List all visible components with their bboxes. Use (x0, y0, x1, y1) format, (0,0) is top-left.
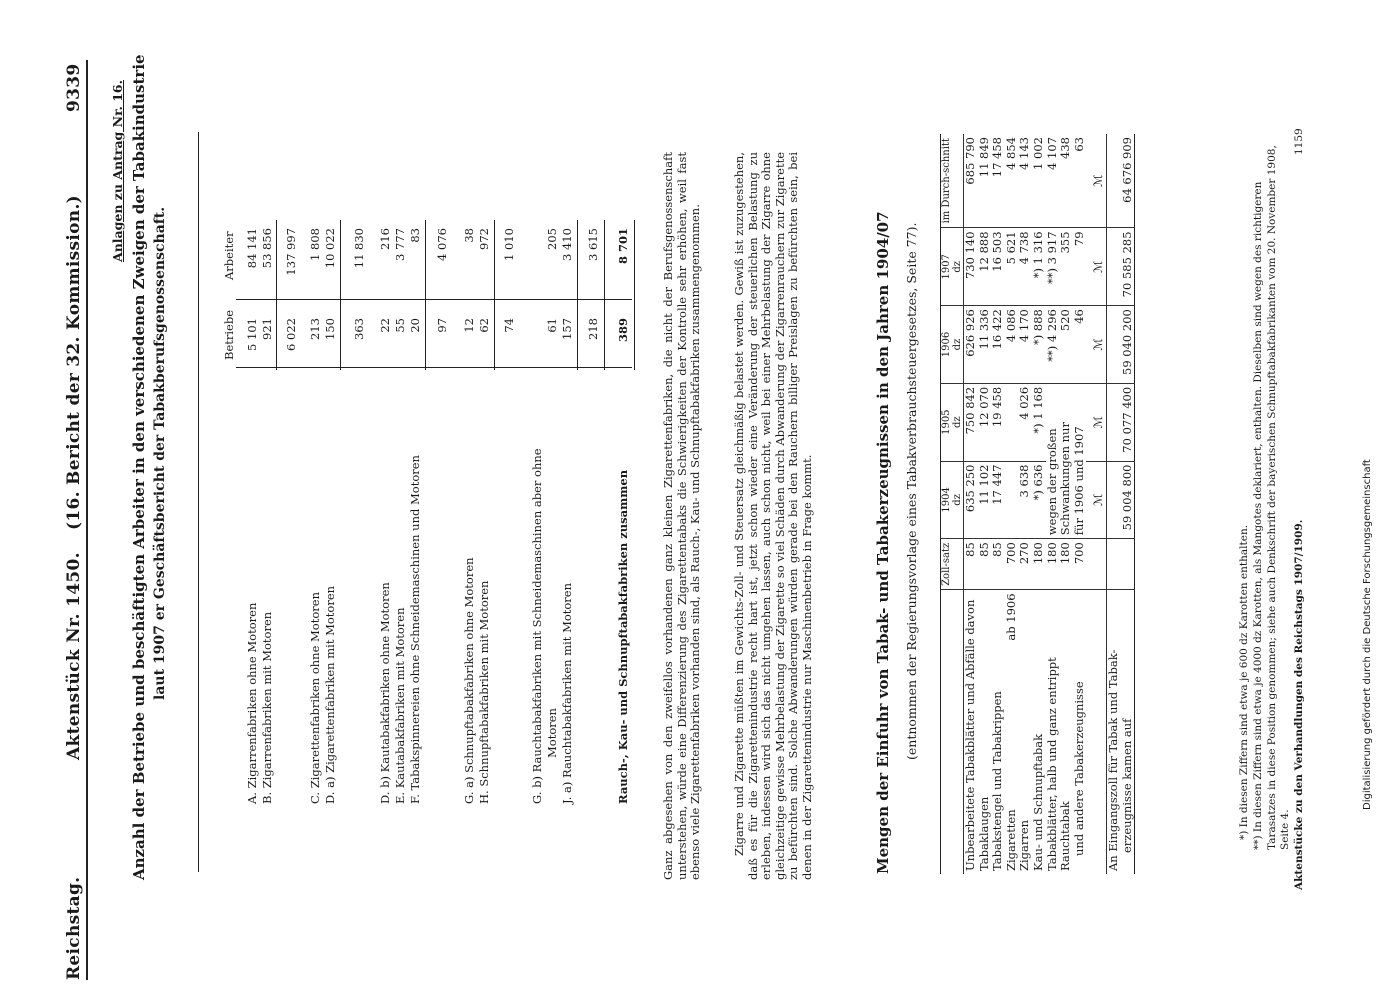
total-bottom-rule (634, 220, 635, 370)
import-cell-avg: 4 107 (1046, 134, 1060, 228)
sum-label-2: erzeugnisse kamen auf (1119, 718, 1134, 853)
subtotal-rule (577, 220, 578, 370)
sum-label-1: An Eingangszoll für Tabak und Tabak- (1105, 649, 1120, 871)
sum-avg: 64 676 909 (1106, 134, 1134, 228)
import-row-label-text: Rauchtabak (1058, 801, 1073, 871)
import-cell-v1905: 12 070 (978, 383, 992, 461)
import-cell-v1906: 4 170 (1018, 306, 1032, 384)
th-label (941, 590, 964, 874)
import-cell-v1906: 520 (1059, 306, 1073, 384)
watermark-text: Digitalisierung gefördert durch die Deutsche Forschungsgemeinschaft (1362, 459, 1373, 810)
import-cell-v1906: 4 086 (1005, 306, 1019, 384)
t1-arbeiter: 3 410 (560, 228, 574, 261)
mark-row (1086, 134, 1106, 874)
import-cell-v1906: **) 4 296 (1046, 306, 1060, 384)
import-row-label (1005, 590, 1019, 874)
t1-row-label: C. Zigarettenfabriken ohne Motoren (308, 592, 322, 804)
import-row-label (964, 590, 978, 874)
import-row-label (1046, 590, 1060, 874)
import-cell-v1904: 635 250 (964, 461, 978, 539)
mark-symbol-1904: ℳ (1086, 461, 1106, 539)
subtotal-rule (425, 220, 426, 370)
t1-subtotal-betriebe: 97 (435, 318, 449, 333)
import-cell-v1906: 626 926 (964, 306, 978, 384)
import-row-label-text: Zigarren (1017, 819, 1032, 871)
import-row-label (1073, 590, 1087, 874)
import-cell-v1906: 16 422 (991, 306, 1005, 384)
import-cell-avg: 438 (1059, 134, 1073, 228)
th-zollsatz: Zoll-satz (941, 539, 964, 590)
annex-title: Anlagen zu Antrag Nr. 16. (110, 80, 125, 262)
import-row-label (1018, 590, 1032, 874)
import-cell-v1907: 16 503 (991, 228, 1005, 306)
import-cell-v1905 (1005, 383, 1019, 461)
mark-symbol-1906: ℳ (1086, 306, 1106, 384)
t1-betriebe: 213 (308, 318, 322, 340)
t1-arbeiter: 53 856 (260, 228, 274, 269)
sum-v1904: 59 004 800 (1106, 461, 1134, 539)
import-cell-v1906: *) 888 (1032, 306, 1046, 384)
import-cell-v1904: 17 447 (991, 461, 1005, 539)
th-1904: 1904 dz (941, 461, 964, 539)
import-row (1032, 134, 1046, 874)
t1-vrule (236, 299, 632, 300)
t1-arbeiter: 972 (477, 228, 491, 250)
import-cell-zoll: 180 (1046, 539, 1060, 590)
t1-betriebe: 5 101 (245, 318, 259, 351)
import-cell-zoll: 180 (1059, 539, 1073, 590)
import-cell-v1905: 19 458 (991, 383, 1005, 461)
import-cell-zoll: 85 (978, 539, 992, 590)
import-row (1059, 134, 1073, 874)
import-cell-v1907: **) 3 917 (1046, 228, 1060, 306)
import-cell-v1907: 5 621 (1005, 228, 1019, 306)
table1-title-1: Anzahl der Betriebe und beschäftigten Arbeiter in den verschiedenen Zweigen der Tabakindustrie (130, 54, 148, 880)
header-center: Aktenstück Nr. 1450. (64, 552, 84, 760)
t1-subtotal-betriebe: 6 022 (284, 318, 298, 351)
t1-betriebe: 150 (323, 318, 337, 340)
sum-v1905: 70 077 400 (1106, 383, 1134, 461)
import-cell-zoll: 85 (991, 539, 1005, 590)
th-1905: 1905 dz (941, 383, 964, 461)
footnote-2: **) In diesen Ziffern sind etwa je 4000 dz Karotten, als Mangotes deklariert, enthalten. Dieselben sind wegen des richtigeren Tarasatzes in diese Position genommen; siehe auch Denkschrift der bayerischen Schnupftabakfabrikanten vom 20. November 1908, Seite 4. (1252, 145, 1291, 850)
import-row-label-text: Tabakblätter, halb und ganz entrippt (1044, 657, 1059, 871)
th-1906: 1906 dz (941, 306, 964, 384)
total-rule (604, 220, 605, 370)
table1-title-2: laut 1907 er Geschäftsbericht der Tabakberufsgenossenschaft. (152, 206, 168, 700)
t1-betriebe: 61 (545, 318, 559, 333)
paragraph-2: Zigarre und Zigarette müßten im Gewichts-Zoll- und Steuersatz gleichmäßig belastet werden. Gewiß ist zuzugestehen, daß es für die Zigarettenindustrie recht hart ist, jetzt schon wieder eine Veränderung der steuerlichen Belastung zu erleben, indessen wird sich das nicht umgehen lassen, auch schon nicht, weil bei einer Mehrbelastung der Zigarre ohne gleichzeitige gewisse Mehrbelastung der Zigarette so viel Schäden durch Abwanderung der Zigarrenrauchern zur Zigarette zu befürchten sind. Solche Abwanderungen würden gerade bei den Rauchern billiger Preislagen zu befürchten sein, bei denen in der Zigarettenindustrie nur Maschinenbetrieb in Frage kommt. (732, 152, 814, 880)
t1-arbeiter: 3 777 (393, 228, 407, 261)
sum-v1907: 70 585 285 (1106, 228, 1134, 306)
t1-total-betriebe: 389 (616, 318, 630, 343)
t1-arbeiter: 216 (378, 228, 392, 250)
t1-betriebe: 20 (408, 318, 422, 333)
th-1907: 1907 dz (941, 228, 964, 306)
t1-subtotal-arbeiter: 11 830 (352, 228, 366, 269)
mark-symbol-1907: ℳ (1086, 228, 1106, 306)
import-row-label-text: und andere Tabakerzeugnisse (1071, 681, 1086, 856)
import-cell-v1905: 750 842 (964, 383, 978, 461)
paragraph-1: Ganz abgesehen von den zweifellos vorhandenen ganz kleinen Zigarettenfabriken, die nicht der Berufsgenossenschaft unterstehen, würde eine Differenzierung des Zigarettentabaks die Schwierigkeiten der Kontrolle sehr erhöhen, weil fast ebenso viele Zigarettenfabriken vorhanden sind, als Rauch-, Kau- und Schnupftabakfabriken zusammengenommen. (661, 152, 703, 880)
import-row-label (1059, 590, 1073, 874)
import-cell-v1904: *) 636 (1032, 461, 1046, 539)
table2-subtitle: (entnommen der Regierungsvorlage eines Tabakverbrauchsteuergesetzes, Seite 77). (904, 222, 919, 760)
import-cell-avg: 4 143 (1018, 134, 1032, 228)
import-row (978, 134, 992, 874)
import-row-label-text: Tabakstengel und Tabakrippen (990, 691, 1005, 871)
header-center-2: (16. Bericht der 32. Kommission.) (64, 194, 84, 530)
footer-page: 1159 (1293, 128, 1305, 155)
import-cell-avg: 4 854 (1005, 134, 1019, 228)
import-cell-v1907: 355 (1059, 228, 1073, 306)
dfg-watermark (1360, 0, 1382, 1000)
import-cell-avg: 11 849 (978, 134, 992, 228)
import-cell-zoll: 700 (1005, 539, 1019, 590)
import-cell-v1907: 4 738 (1018, 228, 1032, 306)
import-row-label-text: Kau- und Schnupftabak (1030, 733, 1045, 871)
import-cell-v1905: 4 026 (1018, 383, 1032, 461)
import-row (991, 134, 1005, 874)
subtotal-rule (276, 220, 277, 370)
t1-arbeiter: 10 022 (323, 228, 337, 269)
sum-v1906: 59 040 200 (1106, 306, 1134, 384)
import-row-label (978, 590, 992, 874)
import-cell-v1906: 46 (1073, 306, 1087, 384)
footnote-1: *) In diesen Ziffern sind etwa je 600 dz Karotten enthalten. (1238, 524, 1250, 840)
merged-note-line: für 1906 und 1907 (1073, 383, 1087, 538)
import-row-label (991, 590, 1005, 874)
t1-row-label: A. Zigarrenfabriken ohne Motoren (245, 602, 259, 804)
import-row-label (1032, 590, 1046, 874)
import-cell-v1907: *) 1 316 (1032, 228, 1046, 306)
t1-subtotal-arbeiter: 3 615 (586, 228, 600, 261)
import-cell-zoll: 700 (1073, 539, 1087, 590)
sum-row (1106, 134, 1134, 874)
col-betriebe-header: Betriebe (222, 309, 236, 360)
merged-note-line: Schwankungen nur (1059, 383, 1073, 538)
th-average: im Durch-schnitt (941, 134, 964, 228)
t1-row-label-2: Motoren (545, 708, 559, 758)
t1-vrule (236, 367, 632, 368)
header-rule (86, 60, 88, 980)
mark-symbol-avg: ℳ (1086, 134, 1106, 228)
merged-note-line: wegen der großen (1046, 383, 1060, 538)
t1-betriebe: 12 (462, 318, 476, 333)
t1-total-label: Rauch-, Kau- und Schnupftabakfabriken zusammen (616, 469, 630, 804)
col-arbeiter-header: Arbeiter (222, 231, 236, 280)
t1-betriebe: 55 (393, 318, 407, 333)
t1-arbeiter: 38 (462, 228, 476, 243)
t1-betriebe: 921 (260, 318, 274, 340)
t1-arbeiter: 84 141 (245, 228, 259, 269)
import-row (1005, 134, 1019, 874)
import-cell-avg: 63 (1073, 134, 1087, 228)
import-cell-zoll: 180 (1032, 539, 1046, 590)
t1-row-label: E. Kautabakfabriken mit Motoren (393, 607, 407, 804)
t1-row-label: G. b) Rauchtabakfabriken mit Schneidemaschinen aber ohne (530, 448, 544, 804)
import-cell-v1904: 3 638 (1018, 461, 1032, 539)
t1-betriebe: 157 (560, 318, 574, 340)
t1-subtotal-arbeiter: 4 076 (435, 228, 449, 261)
import-row-label-text: Zigaretten (1003, 809, 1018, 871)
import-row (964, 134, 978, 874)
import-cell-avg: 17 458 (991, 134, 1005, 228)
t1-row-label: J. a) Rauchtabakfabriken mit Motoren (560, 582, 574, 804)
import-row-label-text: Tabaklaugen (976, 796, 991, 871)
import-table (940, 134, 1135, 874)
t1-row-label: F. Tabakspinnereien ohne Schneidemaschinen und Motoren (408, 455, 422, 804)
import-cell-v1904: 11 102 (978, 461, 992, 539)
t1-arbeiter: 1 808 (308, 228, 322, 261)
subtotal-rule (494, 220, 495, 370)
page-number: 9339 (64, 63, 84, 112)
import-row (1046, 134, 1060, 874)
t1-row-label: B. Zigarrenfabriken mit Motoren (260, 611, 274, 804)
footer-left: Aktenstücke zu den Verhandlungen des Reichstags 1907/1909. (1293, 519, 1305, 890)
mark-cell (1086, 539, 1106, 590)
t1-arbeiter: 83 (408, 228, 422, 243)
import-row (1073, 134, 1087, 874)
import-row-note: ab 1906 (1003, 593, 1018, 641)
t1-row-label: G. a) Schnupftabakfabriken ohne Motoren (462, 557, 476, 804)
t1-betriebe: 22 (378, 318, 392, 333)
import-cell-v1907: 730 140 (964, 228, 978, 306)
import-row (1018, 134, 1032, 874)
import-cell-zoll: 270 (1018, 539, 1032, 590)
sum-row-label (1106, 590, 1134, 874)
import-cell-v1907: 12 888 (978, 228, 992, 306)
t1-subtotal-arbeiter: 137 997 (284, 228, 298, 276)
watermark-text-row (1362, 0, 1374, 810)
mark-symbol-1905: ℳ (1086, 383, 1106, 461)
t1-arbeiter: 205 (545, 228, 559, 250)
t1-row-label: D. b) Kautabakfabriken ohne Motoren (378, 582, 392, 804)
t1-subtotal-betriebe: 74 (502, 318, 516, 333)
import-cell-avg: 685 790 (964, 134, 978, 228)
t1-row-label: D. a) Zigarettenfabriken mit Motoren (323, 585, 337, 804)
import-cell-v1907: 79 (1073, 228, 1087, 306)
t1-total-arbeiter: 8 701 (616, 228, 630, 265)
header-left: Reichstag. (64, 876, 84, 980)
t1-betriebe: 62 (477, 318, 491, 333)
table1-top-rule (198, 132, 199, 872)
sum-zoll (1106, 539, 1134, 590)
t1-subtotal-betriebe: 363 (352, 318, 366, 340)
table2-title: Mengen der Einfuhr von Tabak- und Tabakerzeugnissen in den Jahren 1904/07 (874, 211, 892, 874)
import-cell-v1906: 11 336 (978, 306, 992, 384)
t1-row-label: H. Schnupftabakfabriken mit Motoren (477, 580, 491, 804)
t1-subtotal-arbeiter: 1 010 (502, 228, 516, 261)
import-row-label-text: Unbearbeitete Tabakblätter und Abfälle davon (963, 599, 977, 871)
t1-subtotal-betriebe: 218 (586, 318, 600, 340)
mark-row-label (1086, 590, 1106, 874)
import-cell-zoll: 85 (964, 539, 978, 590)
import-cell-avg: 1 002 (1032, 134, 1046, 228)
subtotal-rule (340, 220, 341, 370)
import-cell-v1905: *) 1 168 (1032, 383, 1046, 461)
import-cell-v1904 (1005, 461, 1019, 539)
